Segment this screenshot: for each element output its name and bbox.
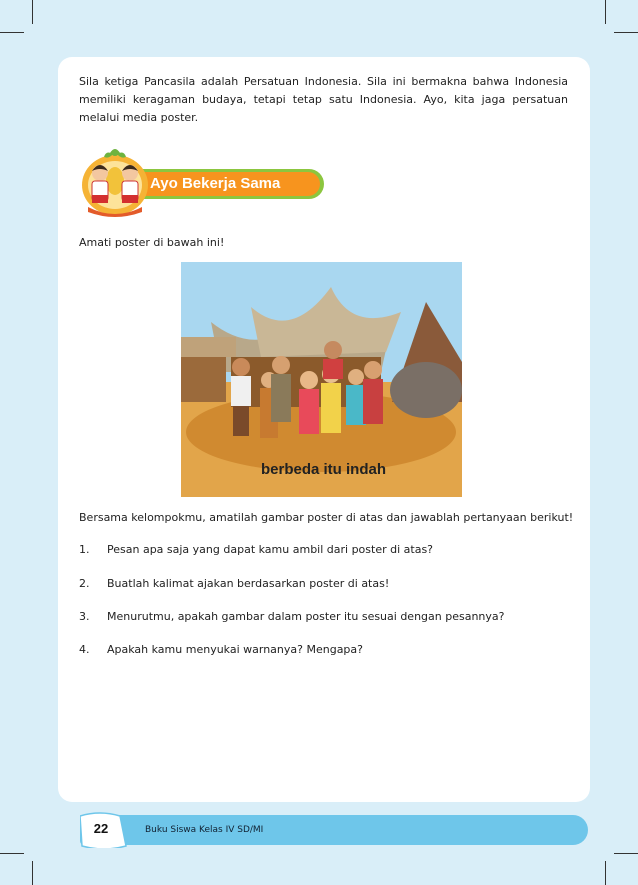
question-text: Pesan apa saja yang dapat kamu ambil dari poster di atas? bbox=[107, 543, 434, 556]
page-number: 22 bbox=[93, 821, 109, 836]
crop-mark bbox=[0, 32, 24, 33]
intro-paragraph: Sila ketiga Pancasila adalah Persatuan Indonesia. Sila ini bermakna bahwa Indonesia memiliki keragaman budaya, tetapi tetap satu Indonesia. Ayo, kita jaga persatuan melalui media poster. bbox=[79, 75, 568, 124]
task-instruction: Bersama kelompokmu, amatilah gambar poster di atas dan jawablah pertanyaan berikut! bbox=[79, 511, 574, 524]
banner-label: Ayo Bekerja Sama bbox=[150, 175, 281, 192]
question-number: 4. bbox=[79, 643, 90, 656]
children-emblem-icon bbox=[80, 145, 150, 217]
crop-mark bbox=[32, 0, 33, 24]
poster-caption: berbeda itu indah bbox=[261, 461, 387, 478]
question-text: Menurutmu, apakah gambar dalam poster itu sesuai dengan pesannya? bbox=[107, 610, 505, 623]
poster-image bbox=[181, 262, 462, 497]
question-item bbox=[79, 642, 363, 658]
question-text: Apakah kamu menyukai warnanya? Mengapa? bbox=[107, 643, 363, 656]
question-text: Buatlah kalimat ajakan berdasarkan poster di atas! bbox=[107, 577, 390, 590]
activity-banner bbox=[80, 145, 325, 217]
question-item bbox=[79, 609, 505, 625]
question-item bbox=[79, 542, 433, 558]
crop-mark bbox=[0, 853, 24, 854]
crop-mark bbox=[614, 853, 638, 854]
crop-mark bbox=[614, 32, 638, 33]
instruction-text: Amati poster di bawah ini! bbox=[79, 236, 225, 249]
question-number: 3. bbox=[79, 610, 90, 623]
crop-mark bbox=[605, 0, 606, 24]
crop-mark bbox=[605, 861, 606, 885]
book-title: Buku Siswa Kelas IV SD/MI bbox=[145, 825, 264, 835]
question-number: 2. bbox=[79, 577, 90, 590]
question-number: 1. bbox=[79, 543, 90, 556]
crop-mark bbox=[32, 861, 33, 885]
question-item bbox=[79, 576, 389, 592]
